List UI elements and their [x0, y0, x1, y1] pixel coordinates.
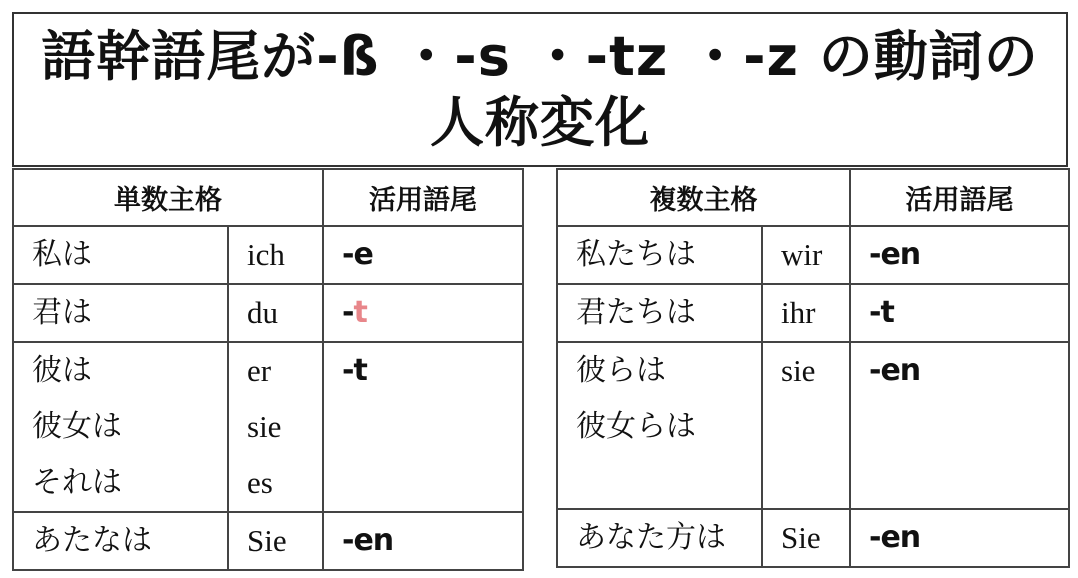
pronoun-de: [762, 342, 850, 509]
subject-jp: [557, 226, 762, 284]
pronoun-de-text: Sie: [247, 523, 287, 558]
table-row: [13, 226, 523, 284]
plural-subject-header: 複数主格: [557, 169, 850, 226]
pronoun-de-text: sie: [247, 409, 282, 444]
subject-jp-text: それは: [32, 465, 122, 500]
subject-jp: [557, 509, 762, 567]
title-box: [12, 12, 1068, 167]
pronoun-de-text: Sie: [781, 520, 821, 555]
pronoun-de-text: wir: [781, 237, 823, 272]
subject-jp-text: 私たちは: [576, 237, 696, 272]
table-row: [13, 512, 523, 570]
plural-conjugation-table: [556, 168, 1070, 568]
pronoun-de-text: ich: [247, 237, 285, 272]
pronoun-de: [228, 284, 323, 342]
ending-prefix: -: [342, 295, 354, 330]
pronoun-de-text: sie: [781, 353, 816, 388]
ending-cell: [323, 284, 523, 342]
pronoun-de-text: du: [247, 295, 278, 330]
pronoun-de: [762, 509, 850, 567]
pronoun-de: [228, 512, 323, 570]
table-row: [557, 509, 1069, 567]
pronoun-de: [228, 226, 323, 284]
ending-suffix: t: [353, 353, 367, 388]
table-row: [557, 284, 1069, 342]
subject-jp: [557, 284, 762, 342]
table-row: [13, 342, 523, 512]
ending-suffix: e: [353, 237, 373, 272]
subject-jp: [13, 342, 228, 512]
table-row: [13, 284, 523, 342]
singular-ending-header: 活用語尾: [323, 169, 523, 226]
subject-jp-text: 彼は: [32, 353, 92, 388]
title-line-1: 語幹語尾が-ß ・-s ・-tz ・-z の動詞の: [41, 24, 1039, 88]
subject-jp-text: あなた方は: [576, 520, 726, 555]
subject-jp-text: 私は: [32, 237, 92, 272]
subject-jp: [13, 512, 228, 570]
table-header-row: [13, 169, 523, 226]
ending-prefix: -: [342, 523, 354, 558]
ending-highlight: t: [353, 295, 367, 330]
subject-jp: [13, 284, 228, 342]
ending-prefix: -: [342, 353, 354, 388]
pronoun-de-text: er: [247, 353, 272, 388]
subject-jp-text: 彼らは: [576, 353, 666, 388]
subject-jp-text: 君は: [32, 295, 92, 330]
subject-jp-text: 彼女は: [32, 409, 122, 444]
ending-suffix: en: [353, 523, 394, 558]
table-header-row: [557, 169, 1069, 226]
ending-cell: -en: [850, 342, 1069, 509]
ending-cell: -t: [850, 284, 1069, 342]
pronoun-de: [762, 226, 850, 284]
title-line-2: 人称変化: [430, 90, 650, 154]
ending-cell: [323, 512, 523, 570]
pronoun-de: [762, 284, 850, 342]
ending-cell: [323, 226, 523, 284]
ending-cell: -en: [850, 226, 1069, 284]
table-row: [557, 226, 1069, 284]
subject-jp-text: 君たちは: [576, 295, 696, 330]
pronoun-de: [228, 342, 323, 512]
singular-conjugation-table: [12, 168, 524, 571]
subject-jp: [557, 342, 762, 509]
table-row: [557, 342, 1069, 509]
ending-cell: -en: [850, 509, 1069, 567]
ending-cell: [323, 342, 523, 512]
subject-jp-text: 彼女らは: [576, 409, 696, 444]
ending-prefix: -: [342, 237, 354, 272]
subject-jp-text: あたなは: [32, 523, 152, 558]
plural-ending-header: 活用語尾: [850, 169, 1069, 226]
pronoun-de-text: ihr: [781, 295, 816, 330]
singular-subject-header: 単数主格: [13, 169, 323, 226]
pronoun-de-text: es: [247, 465, 273, 500]
subject-jp: [13, 226, 228, 284]
